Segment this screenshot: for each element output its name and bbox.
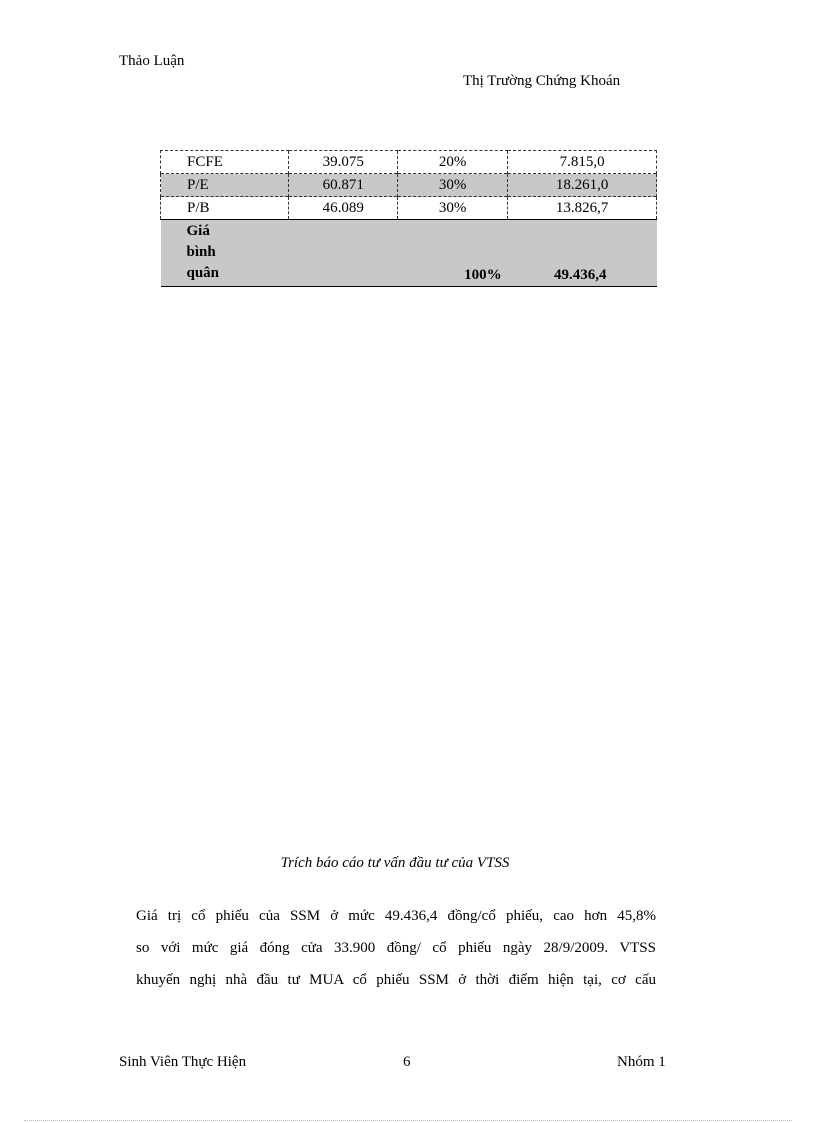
header-right-text: Thị Trường Chứng Khoán <box>463 73 621 89</box>
table-row <box>161 174 657 197</box>
weighted-cell: 13.826,7 <box>508 197 657 220</box>
page-number: 6 <box>403 1054 411 1070</box>
total-label-line: bình <box>186 244 216 260</box>
weighted-cell: 18.261,0 <box>508 174 657 197</box>
value-cell: 60.871 <box>289 174 398 197</box>
paragraph-line: khuyến nghị nhà đầu tư MUA cổ phiếu SSM ở thời điểm hiện tại, cơ cấu <box>136 972 656 988</box>
footer-right-text: Nhóm 1 <box>617 1054 666 1070</box>
total-label-line: Giá <box>186 223 210 239</box>
weighted-cell: 7.815,0 <box>508 151 657 174</box>
method-cell: P/E <box>161 174 289 197</box>
total-weight-cell: 100% <box>398 220 508 287</box>
body-paragraph <box>136 900 656 996</box>
total-row <box>161 220 657 287</box>
valuation-table <box>160 150 657 287</box>
paragraph-line: so với mức giá đóng cửa 33.900 đồng/ cổ phiếu ngày 28/9/2009. VTSS <box>136 940 656 956</box>
total-value-cell <box>289 220 398 287</box>
value-cell: 39.075 <box>289 151 398 174</box>
table-row <box>161 151 657 174</box>
header-left-text: Thảo Luận <box>119 53 185 69</box>
weight-cell: 30% <box>398 197 508 220</box>
weight-cell: 30% <box>398 174 508 197</box>
table-row <box>161 197 657 220</box>
paragraph-line: Giá trị cổ phiếu của SSM ở mức 49.436,4 đồng/cổ phiếu, cao hơn 45,8% <box>136 908 656 924</box>
total-weighted-cell: 49.436,4 <box>508 220 657 287</box>
footer-left-text: Sinh Viên Thực Hiện <box>119 1054 247 1070</box>
method-cell: P/B <box>161 197 289 220</box>
total-label-line: quân <box>186 265 220 281</box>
total-label-cell <box>161 220 289 287</box>
value-cell: 46.089 <box>289 197 398 220</box>
table-caption: Trích báo cáo tư vấn đầu tư của VTSS <box>280 855 510 871</box>
method-cell: FCFE <box>161 151 289 174</box>
weight-cell: 20% <box>398 151 508 174</box>
page-divider <box>24 1120 792 1121</box>
